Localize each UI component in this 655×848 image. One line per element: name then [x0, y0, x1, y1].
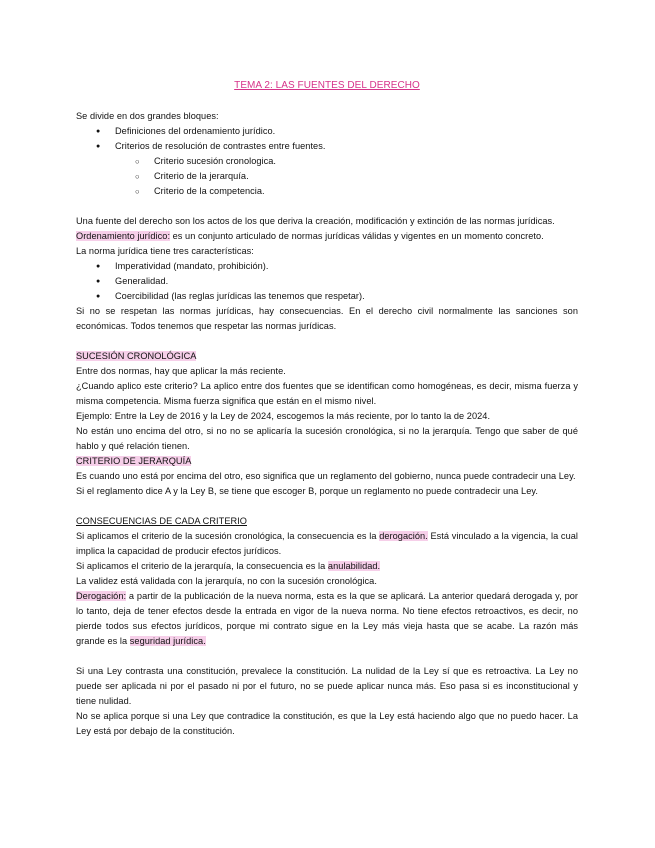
sucesion-p1: Entre dos normas, hay que aplicar la más reciente. [76, 366, 286, 376]
sucesion-heading: SUCESIÓN CRONOLÓGICA [76, 351, 197, 361]
jerarquia-p1: Es cuando uno está por encima del otro, eso significa que un reglamento del gobierno, nunca puede contradecir una Ley. [76, 471, 576, 481]
consecuencias-heading-line [76, 514, 578, 529]
consecuencias-p4 [76, 589, 578, 649]
consecuencias-heading: CONSECUENCIAS DE CADA CRITERIO [76, 516, 247, 526]
jerarquia-heading-line [76, 454, 578, 469]
norma-intro: La norma jurídica tiene tres características: [76, 246, 254, 256]
list-item: ○ Criterio de la jerarquía. [76, 169, 578, 184]
list-item: ● Imperatividad (mandato, prohibición). [76, 259, 578, 274]
list-item: ○ Criterio sucesión cronologica. [76, 154, 578, 169]
list-item: ● Definiciones del ordenamiento jurídico. [76, 124, 578, 139]
consecuencias-p1-text: Si aplicamos el criterio de la sucesión cronológica, la consecuencia es la [76, 531, 380, 541]
spacer [76, 199, 578, 214]
list-item: ● Criterios de resolución de contrastes entre fuentes. [76, 139, 578, 154]
list-item: ● Generalidad. [76, 274, 578, 289]
consecuencias-p2-text: Si aplicamos el criterio de la jerarquía, la consecuencia es la [76, 561, 328, 571]
jerarquia-heading: CRITERIO DE JERARQUÍA [76, 456, 192, 466]
intro-text: Se divide en dos grandes bloques: [76, 111, 219, 121]
consecuencias-p3: La validez está validada con la jerarquía, no con la sucesión cronológica. [76, 576, 377, 586]
document-body [76, 78, 578, 739]
consecuencias-p1-text-end: Está vinculado a la vigencia, la cual implica la capacidad de producir efectos jurídicos. [76, 531, 578, 556]
consecuencias-p1 [76, 529, 578, 559]
sanciones-paragraph: Si no se respetan las normas jurídicas, hay consecuencias. En el derecho civil normalmente las sanciones son económicas. Todos tenemos que respetar las normas jurídicas. [76, 306, 578, 331]
constitucion-p2: No se aplica porque si una Ley que contradice la constitución, es que la Ley está haciendo algo que no puedo hacer. La Ley está por debajo de la constitución. [76, 711, 578, 736]
list-item: ● Coercibilidad (las reglas jurídicas las tenemos que respetar). [76, 289, 578, 304]
sucesion-p2: ¿Cuando aplico este criterio? La aplico entre dos fuentes que se identifican como homogéneas, es decir, misma fuerza y misma competencia. Misma fuerza significa que están en el mismo nivel. [76, 381, 578, 406]
criterios-list [76, 154, 578, 199]
derogacion-definition-term: Derogación: [76, 591, 127, 601]
sucesion-heading-line [76, 349, 578, 364]
seguridad-juridica-term: seguridad jurídica. [129, 636, 206, 646]
list-item: ○ Criterio de la competencia. [76, 184, 578, 199]
spacer [76, 334, 578, 349]
page-title: TEMA 2: LAS FUENTES DEL DERECHO [234, 80, 420, 91]
spacer [76, 649, 578, 664]
anulabilidad-term: anulabilidad. [327, 561, 381, 571]
bloques-list [76, 124, 578, 154]
constitucion-p1: Si una Ley contrasta una constitución, prevalece la constitución. La nulidad de la Ley sí que es retroactiva. La Ley no puede ser aplicada ni por el pasado ni por el futuro, no se puede aplicar nunca más. Eso pasa si es inconstitucional y tiene nulidad. [76, 666, 578, 706]
spacer [76, 499, 578, 514]
sucesion-p3: Ejemplo: Entre la Ley de 2016 y la Ley de 2024, escogemos la más reciente, por lo tanto la de 2024. [76, 411, 491, 421]
consecuencias-p4-text: a partir de la publicación de la nueva norma, esta es la que se aplicará. La anterior quedará derogada y, por lo tanto, deja de tener efectos desde la entrada en vigor de la nueva norma. No tiene efectos retroactivos, es decir, no pierde todos sus efectos jurídicos, porque mi contrato sigue en la Ley más vieja hasta que se acabe. La razón más grande es la [76, 591, 578, 646]
consecuencias-p2 [76, 559, 578, 574]
derogacion-term: derogación. [379, 531, 428, 541]
jerarquia-p2: Si el reglamento dice A y la Ley B, se tiene que escoger B, porque un reglamento no puede contradecir una Ley. [76, 486, 538, 496]
ordenamiento-definition: es un conjunto articulado de normas jurídicas válidas y vigentes en un momento concreto. [170, 231, 544, 241]
fuente-definition: Una fuente del derecho son los actos de los que deriva la creación, modificación y extinción de las normas jurídicas. [76, 216, 555, 226]
caracteristicas-list [76, 259, 578, 304]
ordenamiento-paragraph [76, 229, 578, 244]
sucesion-p4: No están uno encima del otro, si no no se aplicaría la sucesión cronológica, si no la jerarquía. Tengo que saber de qué hablo y qué relación tienen. [76, 426, 578, 451]
ordenamiento-term: Ordenamiento jurídico: [76, 231, 171, 241]
